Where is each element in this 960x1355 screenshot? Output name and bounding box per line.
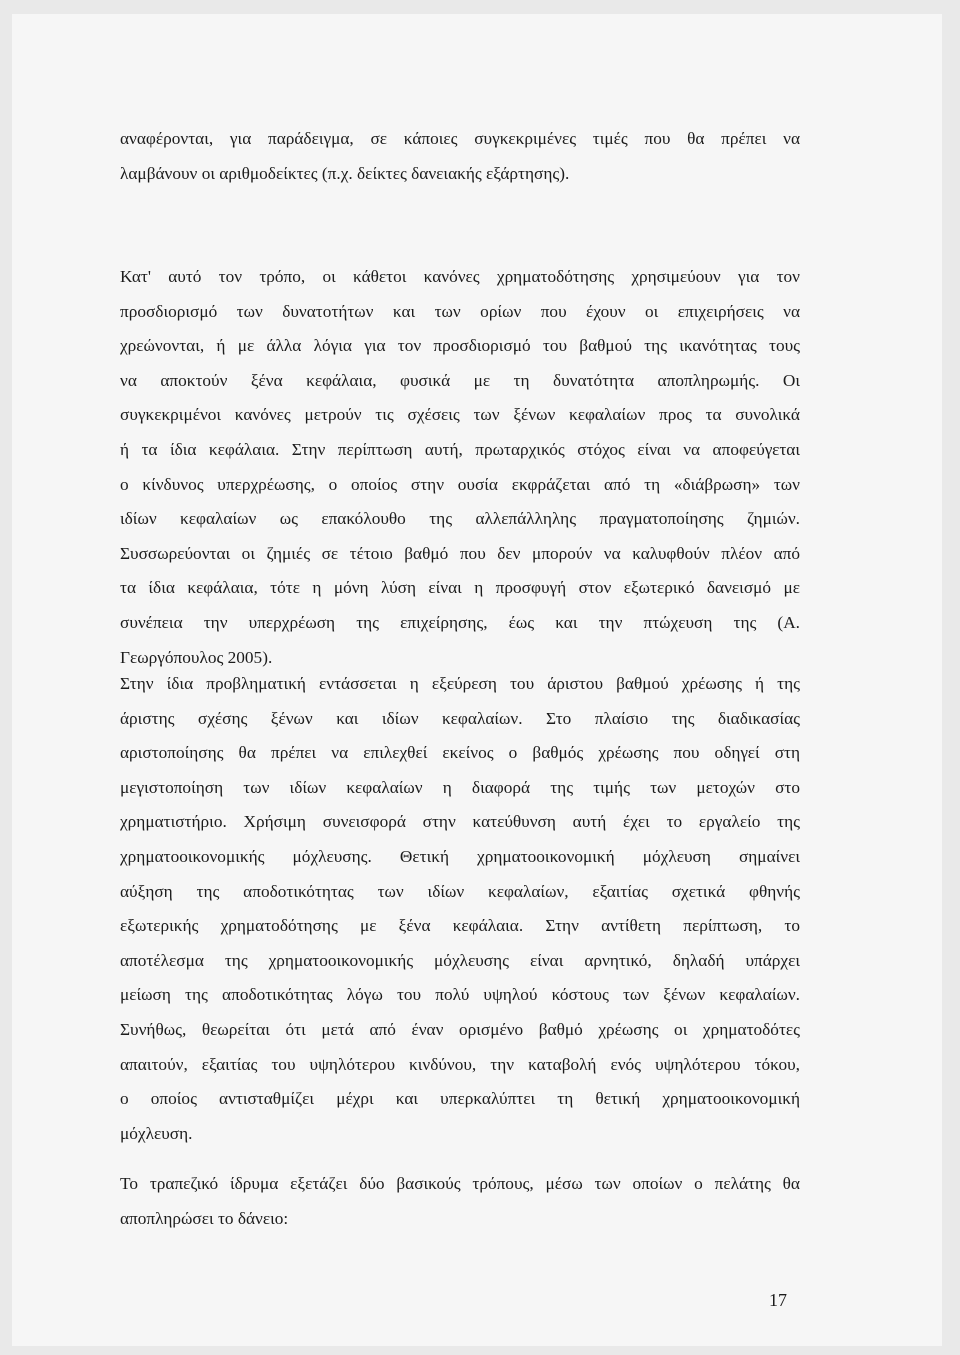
text-line: εξωτερικής χρηματοδότησης με ξένα κεφάλαια. Στην αντίθετη περίπτωση, το — [120, 916, 800, 936]
text-line: μόχλευση. — [120, 1123, 193, 1143]
text-line: χρηματιστήριο. Χρήσιμη συνεισφορά στην κατεύθυνση αυτή έχει το εργαλείο της — [120, 812, 800, 832]
page-number: 17 — [769, 1290, 787, 1310]
text-line: ή τα ίδια κεφάλαια. Στην περίπτωση αυτή, πρωταρχικός στόχος είναι να αποφεύγεται — [120, 439, 800, 459]
text-line: ο κίνδυνος υπερχρέωσης, ο οποίος στην ουσία εκφράζεται από τη «διάβρωση» των — [120, 474, 800, 494]
document-page — [12, 14, 942, 1346]
paragraph-1 — [120, 122, 800, 191]
text-line: συνέπεια την υπερχρέωση της επιχείρησης, έως και την πτώχευση της (Α. — [120, 612, 800, 632]
text-line: τα ίδια κεφάλαια, τότε η μόνη λύση είναι η προσφυγή στον εξωτερικό δανεισμό με — [120, 578, 800, 598]
text-line: χρηματοοικονομικής μόχλευσης. Θετική χρηματοοικονομική μόχλευση σημαίνει — [120, 846, 800, 866]
text-line: Κατ' αυτό τον τρόπο, οι κάθετοι κανόνες χρηματοδότησης χρησιμεύουν για τον — [120, 267, 800, 286]
text-line: μεγιστοποίηση των ιδίων κεφαλαίων η διαφορά της τιμής των μετοχών στο — [120, 777, 800, 797]
text-line: απαιτούν, εξαιτίας του υψηλότερου κινδύνου, την καταβολή ενός υψηλότερου τόκου, — [120, 1054, 800, 1074]
text-line: να αποκτούν ξένα κεφάλαια, φυσικά με τη δυνατότητα αποπληρωμής. Οι — [120, 370, 800, 390]
text-line: Γεωργόπουλος 2005). — [120, 647, 273, 667]
text-line: αριστοποίησης θα πρέπει να επιλεχθεί εκείνος ο βαθμός χρέωσης που οδηγεί στη — [120, 743, 800, 763]
paragraph-2 — [120, 260, 800, 675]
text-line: Συνήθως, θεωρείται ότι μετά από έναν ορισμένο βαθμό χρέωσης οι χρηματοδότες — [120, 1019, 800, 1039]
text-line: αύξηση της αποδοτικότητας των ιδίων κεφαλαίων, εξαιτίας σχετικά φθηνής — [120, 881, 800, 901]
text-line: ιδίων κεφαλαίων ως επακόλουθο της αλλεπάλληλης πραγματοποίησης ζημιών. — [120, 509, 800, 529]
text-line: αναφέρονται, για παράδειγμα, σε κάποιες συγκεκριμένες τιμές που θα πρέπει να — [120, 129, 800, 148]
paragraph-4 — [120, 1167, 800, 1236]
text-line: μείωση της αποδοτικότητας λόγω του πολύ υψηλού κόστους των ξένων κεφαλαίων. — [120, 985, 800, 1005]
text-line: αποτέλεσμα της χρηματοοικονομικής μόχλευσης είναι αρνητικό, δηλαδή υπάρχει — [120, 950, 800, 970]
text-line: προσδιορισμό των δυνατοτήτων και των ορίων που έχουν οι επιχειρήσεις να — [120, 301, 800, 321]
text-line: Στην ίδια προβληματική εντάσσεται η εξεύρεση του άριστου βαθμού χρέωσης ή της — [120, 674, 800, 693]
paragraph-3 — [120, 667, 800, 1151]
text-line: χρεώνονται, ή με άλλα λόγια για τον προσδιορισμό του βαθμού της ικανότητας τους — [120, 336, 800, 356]
text-line: άριστης σχέσης ξένων και ιδίων κεφαλαίων. Στο πλαίσιο της διαδικασίας — [120, 708, 800, 728]
text-line: λαμβάνουν οι αριθμοδείκτες (π.χ. δείκτες δανειακής εξάρτησης). — [120, 163, 570, 183]
text-line: αποπληρώσει το δάνειο: — [120, 1208, 289, 1228]
text-line: ο οποίος αντισταθμίζει μέχρι και υπερκαλύπτει τη θετική χρηματοοικονομική — [120, 1089, 800, 1109]
text-line: Συσσωρεύονται οι ζημιές σε τέτοιο βαθμό που δεν μπορούν να καλυφθούν πλέον από — [120, 543, 800, 563]
text-line: Το τραπεζικό ίδρυμα εξετάζει δύο βασικούς τρόπους, μέσω των οποίων ο πελάτης θα — [120, 1174, 800, 1193]
text-line: συγκεκριμένοι κανόνες μετρούν τις σχέσεις των ξένων κεφαλαίων προς τα συνολικά — [120, 405, 800, 425]
